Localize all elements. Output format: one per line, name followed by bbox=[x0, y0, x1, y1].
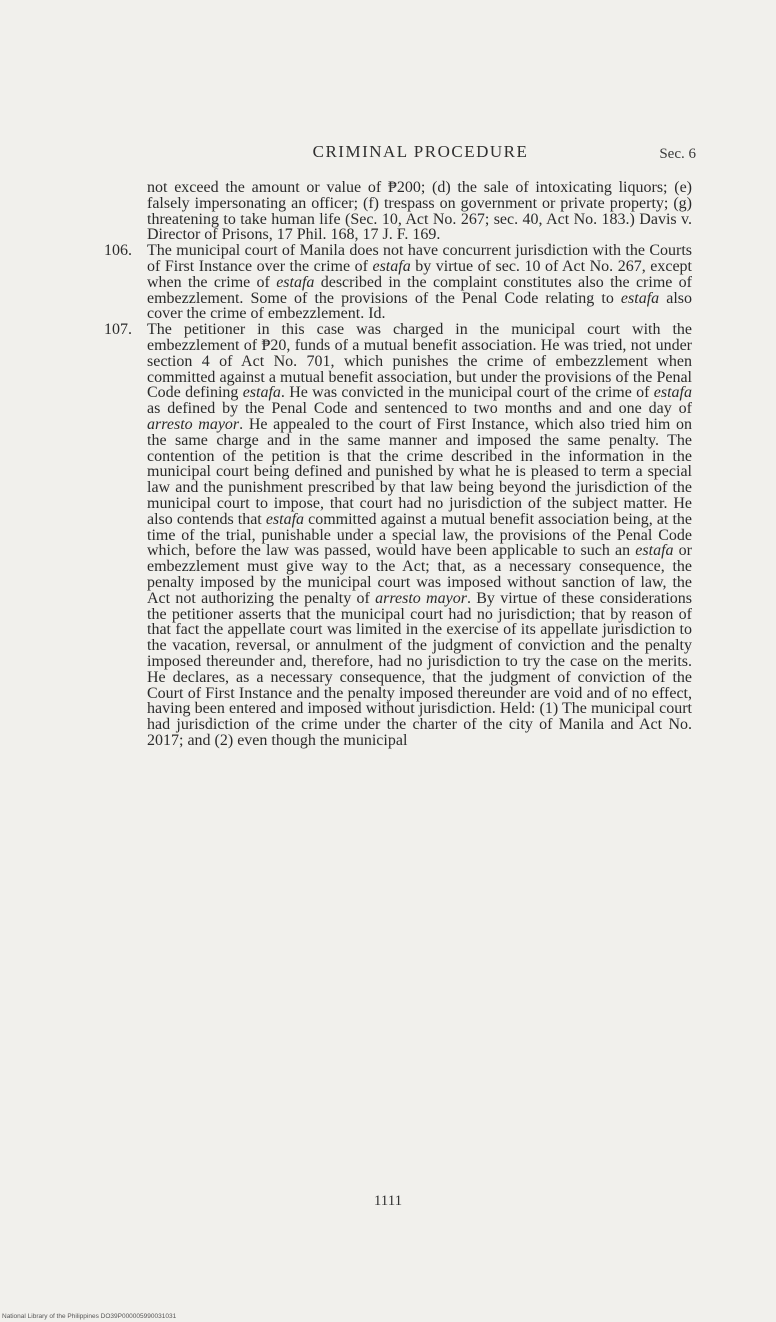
continuation-paragraph: not exceed the amount or value of ₱200; (d) the sale of intoxicating liquors; (e) falsely impersonating an officer; (f) trespass on government or private property; (g) threatening to take human life (Sec. 10, Act No. 267; sec. 40, Act No. 183.) Davis v. Director of Prisons, 17 Phil. 168, 17 J. F. 169. bbox=[147, 179, 692, 244]
paragraph-text: by virtue of sec. 10 of Act No. 267, except when the crime of bbox=[147, 257, 692, 291]
italic-term: estafa bbox=[653, 384, 692, 402]
italic-term: arresto mayor bbox=[375, 589, 467, 607]
paragraph-text: . He appealed to the court of First Instance, which also tried him on the same charge and in the same manner and imposed the same penalty. The contention of the petition is that the crime described in the information in the municipal court being defined and punished by what he is pleased to term a special law and the punishment prescribed by that law being beyond the jurisdiction of the municipal court to impose, that court had no jurisdiction of the subject matter. He also contends that bbox=[147, 415, 693, 528]
italic-term: estafa bbox=[265, 510, 305, 528]
page-header bbox=[145, 142, 696, 164]
page-number: 1111 bbox=[373, 1193, 403, 1209]
italic-term: estafa bbox=[620, 289, 660, 307]
paragraph-107 bbox=[104, 321, 693, 749]
paragraph-text: . By virtue of these considerations the petitioner asserts that the municipal court had no jurisdiction; that by reason of that fact the appellate court was limited in the exercise of its appellate jurisdiction to the vacation, reversal, or annulment of the judgment of conviction and the penalty imposed thereunder and, therefore, had no jurisdiction to try the case on the merits. He declares, as a necessary consequence, that the judgment of conviction of the Court of First Instance and the penalty imposed thereunder are void and of no effect, having been entered and imposed without jurisdiction. Held: (1) The municipal court had jurisdiction of the crime under the charter of the city of Manila and Act No. 2017; and (2) even though the municipal bbox=[147, 589, 692, 749]
section-reference: Sec. 6 bbox=[659, 146, 696, 162]
paragraph-text: . He was convicted in the municipal court of the crime of bbox=[280, 384, 654, 402]
paragraph-text: described in the complaint constitutes also the crime of embezzlement. Some of the provisions of the Penal Code relating to bbox=[147, 273, 693, 307]
body-text bbox=[104, 179, 693, 749]
paragraph-106 bbox=[104, 242, 693, 323]
paragraph-text: also cover the crime of embezzlement. Id. bbox=[147, 289, 693, 323]
italic-term: estafa bbox=[635, 542, 674, 560]
italic-term: estafa bbox=[242, 384, 281, 402]
library-footer: National Library of the Philippines DO39P000005990031031 bbox=[2, 1313, 177, 1320]
paragraph-text: The municipal court of Manila does not have concurrent jurisdiction with the Courts of First Instance over the crime of bbox=[147, 242, 692, 275]
paragraph-text: The petitioner in this case was charged in the municipal court with the embezzlement of ₱20, funds of a mutual benefit association. He was tried, not under section 4 of Act No. 701, which punishes the crime of embezzlement when committed against a mutual benefit association, but under the provisions of the Penal Code defining bbox=[147, 321, 692, 402]
paragraph-number: 106. bbox=[104, 242, 132, 260]
paragraph-text: as defined by the Penal Code and sentenced to two months and and one day of bbox=[147, 400, 692, 418]
paragraph-text: or embezzlement must give way to the Act; that, as a necessary consequence, the penalty imposed by the municipal court was imposed without sanction of law, the Act not authorizing the penalty of bbox=[147, 542, 693, 607]
italic-term: estafa bbox=[372, 257, 411, 275]
italic-term: estafa bbox=[276, 273, 315, 291]
paragraph-number: 107. bbox=[104, 321, 132, 339]
italic-term: arresto mayor bbox=[147, 415, 240, 433]
paragraph-text: committed against a mutual benefit association being, at the time of the trial, punishable under a special law, the provisions of the Penal Code which, before the law was passed, would have been applicable to such an bbox=[147, 510, 692, 560]
running-title: CRIMINAL PROCEDURE bbox=[312, 142, 529, 161]
